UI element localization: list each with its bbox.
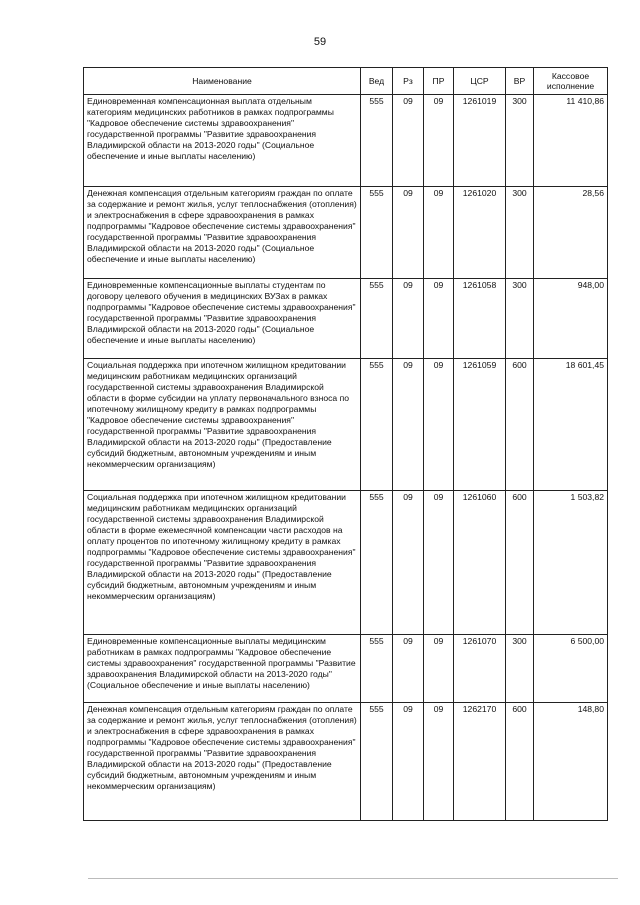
cell-amount: 28,56 bbox=[534, 187, 608, 279]
cell-pr: 09 bbox=[424, 95, 454, 187]
header-amount: Кассовое исполнение bbox=[534, 68, 608, 95]
cell-vr: 600 bbox=[506, 359, 534, 491]
cell-amount: 6 500,00 bbox=[534, 635, 608, 703]
page-number: 59 bbox=[313, 36, 327, 48]
budget-table bbox=[83, 67, 608, 821]
table-row bbox=[84, 359, 608, 491]
cell-rz: 09 bbox=[393, 187, 424, 279]
header-ved: Вед bbox=[361, 68, 393, 95]
header-pr: ПР bbox=[424, 68, 454, 95]
cell-name: Единовременные компенсационные выплаты студентам по договору целевого обучения в медицинских ВУЗах в рамках подпрограммы "Кадровое обеспечение системы здравоохранения" государственной программы "Развитие здравоохранения Владимирской области на 2013-2020 годы" (Социальное обеспечение и иные выплаты населению) bbox=[84, 279, 361, 359]
cell-ved: 555 bbox=[361, 635, 393, 703]
cell-ved: 555 bbox=[361, 703, 393, 821]
table-row bbox=[84, 279, 608, 359]
cell-pr: 09 bbox=[424, 635, 454, 703]
cell-csr: 1261058 bbox=[454, 279, 506, 359]
cell-vr: 300 bbox=[506, 187, 534, 279]
cell-ved: 555 bbox=[361, 491, 393, 635]
cell-name: Единовременные компенсационные выплаты медицинским работникам в рамках подпрограммы "Кадровое обеспечение системы здравоохранения" государственной программы "Развитие здравоохранения Владимирской области на 2013-2020 годы" (Социальное обеспечение и иные выплаты населению) bbox=[84, 635, 361, 703]
cell-ved: 555 bbox=[361, 359, 393, 491]
cell-name: Социальная поддержка при ипотечном жилищном кредитовании медицинским работникам медицинских организаций государственной системы здравоохранения Владимирской области в форме ежемесячной компенсации части расходов на оплату процентов по ипотечному жилищному кредиту в рамках подпрограммы "Кадровое обеспечение системы здравоохранения" государственной программы "Развитие здравоохранения Владимирской области на 2013-2020 годы" (Предоставление субсидий бюджетным, автономным учреждениям и иным некоммерческим организациям) bbox=[84, 491, 361, 635]
cell-vr: 300 bbox=[506, 279, 534, 359]
cell-ved: 555 bbox=[361, 279, 393, 359]
cell-vr: 300 bbox=[506, 95, 534, 187]
cell-csr: 1262170 bbox=[454, 703, 506, 821]
cell-amount: 1 503,82 bbox=[534, 491, 608, 635]
table-row bbox=[84, 95, 608, 187]
cell-vr: 600 bbox=[506, 703, 534, 821]
cell-rz: 09 bbox=[393, 359, 424, 491]
cell-name: Денежная компенсация отдельным категориям граждан по оплате за содержание и ремонт жилья, услуг теплоснабжения (отопления) и электроснабжения в сфере здравоохранения в рамках подпрограммы "Кадровое обеспечение системы здравоохранения" государственной программы "Развитие здравоохранения Владимирской области на 2013-2020 годы" (Предоставление субсидий бюджетным, автономным учреждениям и иным некоммерческим организациям) bbox=[84, 703, 361, 821]
cell-amount: 948,00 bbox=[534, 279, 608, 359]
cell-csr: 1261070 bbox=[454, 635, 506, 703]
cell-rz: 09 bbox=[393, 703, 424, 821]
cell-amount: 11 410,86 bbox=[534, 95, 608, 187]
cell-amount: 148,80 bbox=[534, 703, 608, 821]
cell-pr: 09 bbox=[424, 491, 454, 635]
cell-pr: 09 bbox=[424, 187, 454, 279]
table-row bbox=[84, 187, 608, 279]
cell-name: Денежная компенсация отдельным категориям граждан по оплате за содержание и ремонт жилья, услуг теплоснабжения (отопления) и электроснабжения в сфере здравоохранения в рамках подпрограммы "Кадровое обеспечение системы здравоохранения" государственной программы "Развитие здравоохранения Владимирской области на 2013-2020 годы" (Социальное обеспечение и иные выплаты населению) bbox=[84, 187, 361, 279]
cell-amount: 18 601,45 bbox=[534, 359, 608, 491]
cell-rz: 09 bbox=[393, 491, 424, 635]
cell-rz: 09 bbox=[393, 635, 424, 703]
cell-csr: 1261059 bbox=[454, 359, 506, 491]
cell-name: Социальная поддержка при ипотечном жилищном кредитовании медицинским работникам медицинских организаций государственной системы здравоохранения Владимирской области в форме субсидии на уплату первоначального взноса по ипотечному жилищному кредиту в рамках подпрограммы "Кадровое обеспечение системы здравоохранения" государственной программы "Развитие здравоохранения Владимирской области на 2013-2020 годы" (Предоставление субсидий бюджетным, автономным учреждениям и иным некоммерческим организациям) bbox=[84, 359, 361, 491]
cell-pr: 09 bbox=[424, 359, 454, 491]
cell-csr: 1261020 bbox=[454, 187, 506, 279]
header-csr: ЦСР bbox=[454, 68, 506, 95]
footer-divider bbox=[88, 878, 618, 879]
table-header-row bbox=[84, 68, 608, 95]
cell-vr: 300 bbox=[506, 635, 534, 703]
cell-vr: 600 bbox=[506, 491, 534, 635]
table-row bbox=[84, 491, 608, 635]
cell-csr: 1261060 bbox=[454, 491, 506, 635]
cell-pr: 09 bbox=[424, 703, 454, 821]
table-row bbox=[84, 635, 608, 703]
cell-rz: 09 bbox=[393, 279, 424, 359]
cell-rz: 09 bbox=[393, 95, 424, 187]
cell-name: Единовременная компенсационная выплата отдельным категориям медицинских работников в рамках подпрограммы "Кадровое обеспечение системы здравоохранения" государственной программы "Развитие здравоохранения Владимирской области на 2013-2020 годы" (Социальное обеспечение и иные выплаты населению) bbox=[84, 95, 361, 187]
header-rz: Рз bbox=[393, 68, 424, 95]
cell-ved: 555 bbox=[361, 187, 393, 279]
cell-pr: 09 bbox=[424, 279, 454, 359]
cell-ved: 555 bbox=[361, 95, 393, 187]
cell-csr: 1261019 bbox=[454, 95, 506, 187]
header-vr: ВР bbox=[506, 68, 534, 95]
table-row bbox=[84, 703, 608, 821]
header-name: Наименование bbox=[84, 68, 361, 95]
